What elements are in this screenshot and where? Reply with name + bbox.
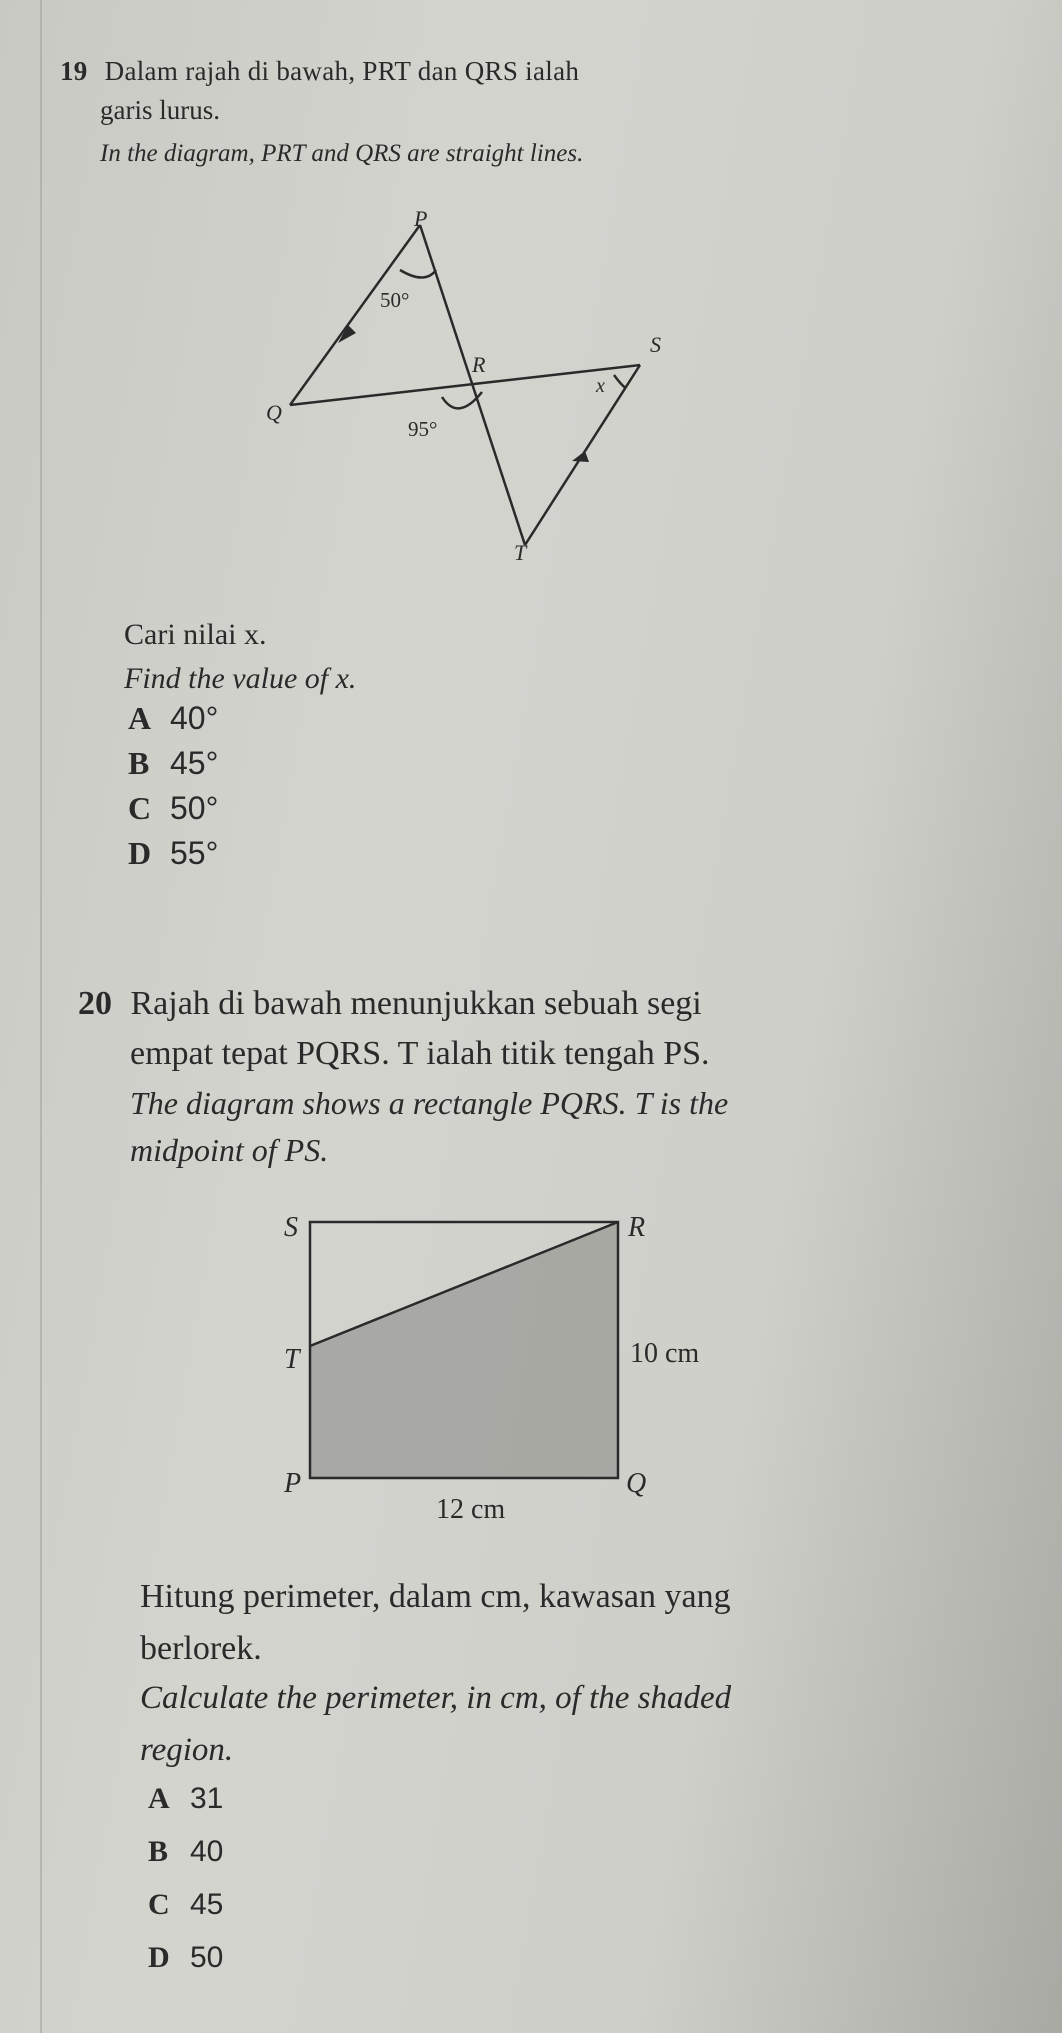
label-R: R [472, 352, 486, 377]
q20-option-a[interactable]: A 31 [148, 1782, 224, 1815]
q19-ask-malay: Cari nilai x. [124, 618, 267, 651]
label-Q: Q [626, 1468, 647, 1499]
arrow-st [572, 451, 589, 462]
q20-option-d[interactable]: D 50 [148, 1941, 224, 1974]
q20-prompt-malay-2: empat tepat PQRS. T ialah titik tengah PS. [130, 1035, 710, 1072]
label-R: R [628, 1212, 646, 1243]
angle-50: 50° [380, 288, 410, 312]
q19-prompt-malay-1: 19 Dalam rajah di bawah, PRT dan QRS ialah [60, 56, 580, 86]
side-12cm: 12 cm [436, 1494, 506, 1525]
q19-option-a[interactable]: A 40° [128, 700, 219, 736]
q19-option-b[interactable]: B 45° [128, 745, 219, 781]
label-T: T [284, 1344, 300, 1375]
q20-option-b[interactable]: B 40 [148, 1835, 224, 1868]
q20-prompt-english-1: The diagram shows a rectangle PQRS. T is the [130, 1085, 729, 1121]
label-S: S [650, 332, 661, 357]
q19-prompt-english: In the diagram, PRT and QRS are straight lines. [100, 140, 584, 167]
q19-option-c[interactable]: C 50° [128, 790, 219, 826]
q19-number: 19 [60, 56, 88, 86]
arc-s [614, 375, 626, 388]
q20-option-c[interactable]: C 45 [148, 1888, 224, 1921]
label-Q: Q [266, 400, 282, 425]
arc-p [400, 270, 436, 278]
q19-diagram [220, 205, 700, 585]
q20-ask-english-2: region. [140, 1732, 234, 1768]
q19-option-d[interactable]: D 55° [128, 835, 219, 871]
q20-ask-malay-1: Hitung perimeter, dalam cm, kawasan yang [140, 1578, 731, 1615]
angle-x: x [596, 375, 605, 397]
q20-number: 20 [78, 985, 112, 1022]
q20-prompt-english-2: midpoint of PS. [130, 1132, 329, 1168]
label-S: S [284, 1212, 298, 1243]
q20-diagram [270, 1200, 750, 1540]
q20-ask-malay-2: berlorek. [140, 1630, 262, 1667]
label-T: T [514, 540, 527, 565]
label-P: P [414, 206, 428, 231]
q20-ask-english-1: Calculate the perimeter, in cm, of the shaded [140, 1680, 732, 1716]
line-qrs [290, 365, 640, 405]
q19-ask-english: Find the value of x. [124, 662, 357, 695]
side-10cm: 10 cm [630, 1338, 700, 1369]
q20-prompt-malay-1: 20 Rajah di bawah menunjukkan sebuah segi [78, 985, 702, 1022]
angle-95: 95° [408, 417, 438, 441]
page-edge [40, 0, 42, 2033]
label-P: P [284, 1468, 302, 1499]
shaded-region [310, 1222, 618, 1478]
line-pq [290, 225, 420, 405]
q19-prompt-malay-2: garis lurus. [100, 95, 220, 125]
